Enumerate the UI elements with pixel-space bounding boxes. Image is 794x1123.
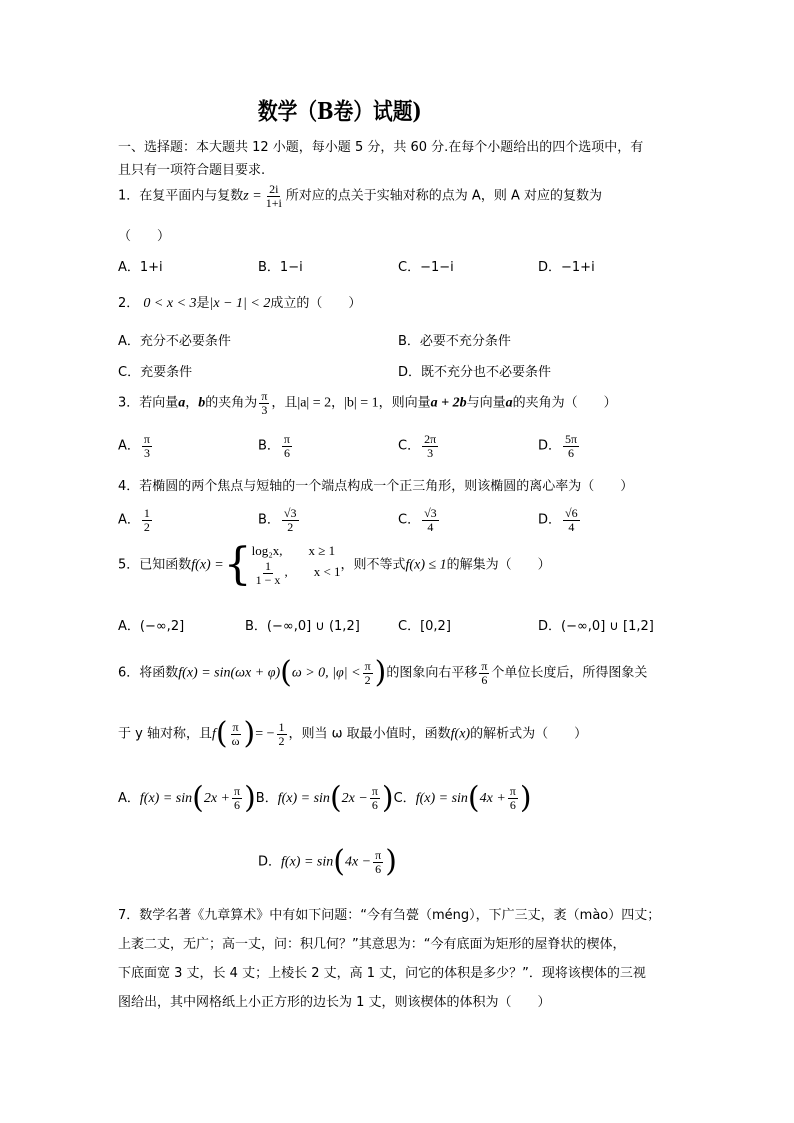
q6-prefix: 6．将函数: [118, 665, 179, 681]
q4-option-b-label: B．: [258, 512, 280, 528]
q6-mid: 的图象向右平移: [386, 665, 478, 681]
q6-eq: = −: [255, 726, 275, 742]
q1-prefix: 1．在复平面内与复数: [118, 188, 244, 204]
q5-piece2-den: 1 − x: [255, 572, 281, 587]
q3-option-b-den: 6: [283, 445, 290, 460]
q3-mid4: 与向量: [466, 395, 506, 411]
q3-mid3: ，则向量: [378, 395, 431, 411]
question-3: [118, 390, 617, 416]
q5-suffix: 的解集为（ ）: [446, 557, 551, 573]
question-5: [118, 539, 551, 590]
q3-suffix: 的夹角为（ ）: [512, 395, 617, 411]
question-1: [118, 183, 602, 209]
q3-option-c-num: 2π: [424, 432, 437, 446]
q4-option-c-den: 4: [427, 519, 434, 534]
q1-paren: （ ）: [118, 229, 171, 244]
q6-cond: ω > 0, |φ| <: [291, 665, 361, 681]
q2-prefix: 2．: [118, 296, 140, 311]
question-6-line2: 于 y 轴对称，且f( $\frac{\pi}{\omega}$ )= − $\frac{1}{2}$ ，则当 ω 取最小值时，函数f(x)的解析式为（ ）: [118, 716, 588, 751]
q5-option-d: D．(−∞,0] ∪ [1,2]: [538, 619, 654, 634]
q3-expr: a + 2b: [430, 395, 467, 411]
question-2: [118, 296, 361, 313]
q4-option-b-den: 2: [287, 519, 294, 534]
q6-option-b: B．f(x) = sin(2x − $\frac{\pi}{6}$ ): [255, 780, 394, 815]
q3-mid2: ，且: [271, 395, 298, 411]
q1-frac-num: 2i: [269, 182, 279, 196]
q6-option-d-expr: f(x) = sin: [281, 854, 334, 870]
q1-option-a: A．1+i: [118, 260, 163, 275]
page-title: 数学（B卷）试题): [257, 98, 422, 125]
q6-option-d-den: 6: [375, 861, 382, 876]
q6-arg-num: π: [232, 719, 239, 734]
q2-cond2: |x − 1| < 2: [209, 296, 271, 311]
q3-vec-a2: a: [505, 395, 513, 411]
q2-mid: 是: [196, 296, 210, 311]
q3-option-a-den: 3: [143, 445, 150, 460]
q3-option-a: [118, 433, 154, 459]
q5-option-c: C．[0,2]: [398, 619, 451, 634]
q3-option-d-label: D．: [538, 438, 562, 454]
q3-sep2: ，: [331, 395, 345, 411]
q3-norm-a: |a| = 2: [297, 395, 332, 411]
q6-option-b-num: π: [371, 783, 378, 798]
question-7-line3: 下底面宽 3 丈，长 4 丈；上棱长 2 丈，高 1 丈，问它的体积是多少？”．现将该楔体的三视: [118, 966, 646, 981]
q3-option-a-label: A．: [118, 438, 140, 454]
q5-piece1: log₂x, x ≥ 1: [251, 543, 336, 559]
q2-suffix: 成立的（ ）: [270, 296, 362, 311]
q6-fx2: f(x): [450, 726, 471, 742]
q6-option-d-num: π: [375, 847, 382, 862]
q6-option-b-inner: 2x −: [341, 790, 368, 806]
q3-option-b-num: π: [283, 432, 290, 446]
question-7-line1: 7．数学名著《九章算术》中有如下问题：“今有刍甍（méng），下广三丈，袤（mào）四丈；: [118, 908, 661, 923]
q6-option-b-label: B．: [255, 790, 278, 806]
q5-option-b: B．(−∞,0] ∪ (1,2]: [245, 619, 360, 634]
q3-option-d-num: 5π: [565, 432, 578, 446]
q5-piecewise: [252, 543, 341, 586]
q6-cond-num: π: [364, 658, 371, 673]
section-instructions-line2: 且只有一项符合题目要求.: [118, 163, 266, 178]
q5-ineq: f(x) ≤ 1: [405, 557, 447, 573]
q6-line2-suffix: 的解析式为（ ）: [470, 726, 588, 742]
q3-option-a-num: π: [143, 432, 150, 446]
q1-z: z =: [243, 188, 262, 204]
q4-option-a-den: 2: [143, 519, 150, 534]
q1-option-b: B．1−i: [258, 260, 303, 275]
q6-option-a: A．f(x) = sin(2x + $\frac{\pi}{6}$ ): [118, 780, 256, 815]
q3-option-c-den: 3: [427, 445, 434, 460]
q6-option-c-inner: 4x +: [479, 790, 506, 806]
q1-fraction: [264, 183, 284, 209]
q6-f: f: [211, 726, 216, 742]
q6-shift-den: 6: [481, 672, 488, 687]
q5-fx: f(x) =: [191, 557, 224, 573]
q6-option-a-num: π: [234, 783, 241, 798]
q3-angle-fraction: [259, 390, 269, 416]
q2-option-a: A．充分不必要条件: [118, 334, 231, 349]
q3-option-d: [538, 433, 581, 459]
q6-option-c-den: 6: [509, 797, 516, 812]
q5-mid: ，则不等式: [340, 557, 406, 573]
q6-fx: f(x) = sin(ωx + φ): [178, 665, 281, 681]
q2-cond1: 0 < x < 3: [143, 296, 197, 311]
q4-option-a-num: 1: [143, 506, 150, 520]
q1-option-c: C．−1−i: [398, 260, 454, 275]
q3-option-b: [258, 433, 294, 459]
q6-option-a-expr: f(x) = sin: [139, 790, 193, 806]
q6-option-d-inner: 4x −: [344, 854, 372, 870]
q4-option-b-num: √3: [283, 506, 297, 520]
q6-line2-prefix: 于 y 轴对称，且: [118, 726, 212, 742]
q6-suffix: 个单位长度后，所得图象关: [491, 665, 648, 681]
q1-frac-den: 1+i: [265, 195, 282, 210]
q6-val-num: 1: [278, 719, 285, 734]
q4-option-c-label: C．: [398, 512, 421, 528]
q4-option-d-label: D．: [538, 512, 562, 528]
q6-arg-den: ω: [231, 733, 240, 748]
q1-suffix: 所对应的点关于实轴对称的点为 A，则 A 对应的复数为: [285, 188, 602, 204]
q4-option-c: [398, 507, 441, 533]
q3-option-d-den: 6: [568, 445, 575, 460]
q5-piece2-num: 1: [265, 559, 272, 574]
q6-option-d: D．f(x) = sin(4x − $\frac{\pi}{6}$ ): [258, 844, 397, 879]
q6-option-b-expr: f(x) = sin: [277, 790, 330, 806]
q3-option-c-label: C．: [398, 438, 421, 454]
q5-brace: {: [223, 539, 252, 590]
q1-option-d: D．−1+i: [538, 260, 595, 275]
q5-piece2-cond: , x < 1: [284, 564, 341, 580]
q6-option-d-label: D．: [258, 854, 282, 870]
q6-option-a-inner: 2x +: [203, 790, 231, 806]
section-instructions-line1: 一、选择题：本大题共 12 小题，每小题 5 分，共 60 分.在每个小题给出的四个选项中，有: [118, 140, 644, 155]
q2-option-c: C．充要条件: [118, 365, 193, 380]
q4-option-d-num: √6: [565, 506, 578, 520]
q3-angle-num: π: [261, 389, 268, 403]
q3-angle-den: 3: [261, 402, 268, 417]
q5-piece2: [252, 560, 341, 586]
q3-option-c: [398, 433, 440, 459]
question-7-line4: 图给出，其中网格纸上小正方形的边长为 1 丈，则该楔体的体积为（ ）: [118, 995, 551, 1010]
q6-options-row: [118, 780, 532, 815]
q3-prefix: 3．若向量: [118, 395, 179, 411]
q6-option-a-label: A．: [118, 790, 140, 806]
question-4: 4．若椭圆的两个焦点与短轴的一个端点构成一个正三角形，则该椭圆的离心率为（ ）: [118, 479, 634, 494]
q6-option-c-expr: f(x) = sin: [415, 790, 468, 806]
q3-mid1: 的夹角为: [205, 395, 258, 411]
q6-option-c-label: C．: [393, 790, 416, 806]
q3-sep1: ，: [185, 395, 199, 411]
q6-option-a-den: 6: [234, 797, 241, 812]
question-6-line1: 6．将函数f(x) = sin(ωx + φ)(ω > 0, |φ| < $\frac{\pi}{2}$ )的图象向右平移 $\frac{\pi}{6}$ 个单位长度后，所得图象关: [118, 655, 648, 690]
q6-option-c-num: π: [509, 783, 516, 798]
q6-cond-den: 2: [364, 672, 371, 687]
q5-prefix: 5．已知函数: [118, 557, 192, 573]
q2-option-b: B．必要不充分条件: [398, 334, 511, 349]
q4-option-b: [258, 507, 301, 533]
q2-option-d: D．既不充分也不必要条件: [398, 365, 552, 380]
q5-option-a: A．(−∞,2]: [118, 619, 185, 634]
q3-norm-b: |b| = 1: [344, 395, 379, 411]
q6-option-c: C．f(x) = sin(4x + $\frac{\pi}{6}$ ): [393, 780, 532, 815]
q3-vec-b: b: [198, 395, 206, 411]
q6-val-den: 2: [278, 733, 285, 748]
q6-line2-mid: ，则当 ω 取最小值时，函数: [288, 726, 451, 742]
question-7-line2: 上袤二丈，无广；高一丈，问：积几何？”其意思为：“今有底面为矩形的屋脊状的楔体，: [118, 937, 626, 952]
q4-option-c-num: √3: [424, 506, 437, 520]
q3-vec-a: a: [178, 395, 186, 411]
q4-option-d: [538, 507, 582, 533]
q3-option-b-label: B．: [258, 438, 280, 454]
q6-shift-num: π: [481, 658, 488, 673]
q4-option-a: [118, 507, 154, 533]
q4-option-a-label: A．: [118, 512, 140, 528]
q4-option-d-den: 4: [568, 519, 575, 534]
q6-option-b-den: 6: [371, 797, 378, 812]
